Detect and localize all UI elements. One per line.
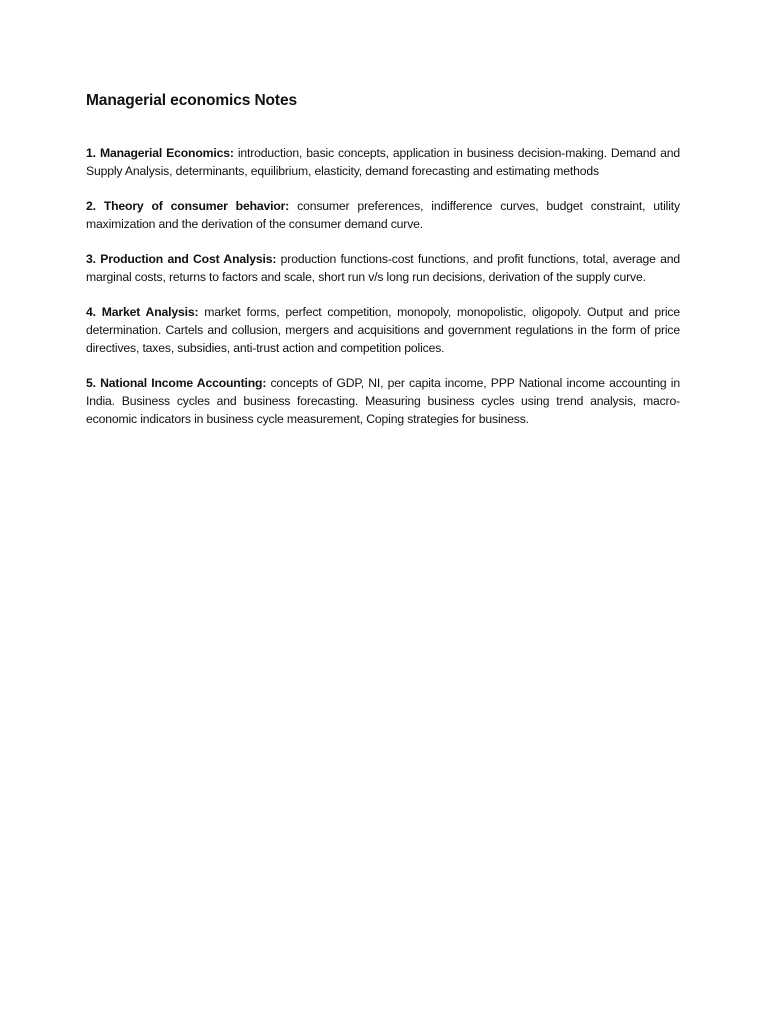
document-page [86,92,680,445]
item-number: 3. [86,252,96,266]
item-heading: Theory of consumer behavior: [103,199,290,213]
notes-item-5 [86,374,680,428]
item-number: 2. [86,199,96,213]
document-title: Managerial economics Notes [86,92,298,109]
item-number: 4. [86,305,96,319]
item-heading: National Income Accounting: [100,376,267,390]
item-body: production functions-cost functions, and profit functions, total, average and marginal costs, returns to factors and scale, short run v/s long run decisions, derivation of the supply curve. [86,252,680,284]
notes-item-4 [86,303,680,357]
item-heading: Production and Cost Analysis: [100,252,277,266]
item-heading: Market Analysis: [101,305,199,319]
item-body: market forms, perfect competition, monopoly, monopolistic, oligopoly. Output and price determination. Cartels and collusion, mergers and acquisitions and government regulations in the form of price directives, taxes, subsidies, anti-trust action and competition polices. [86,305,680,355]
item-body: introduction, basic concepts, application in business decision-making. Demand and Supply Analysis, determinants, equilibrium, elasticity, demand forecasting and estimating methods [86,146,680,178]
item-heading: Managerial Economics: [99,146,234,160]
item-body: concepts of GDP, NI, per capita income, PPP National income accounting in India. Business cycles and business forecasting. Measuring business cycles using trend analysis, macro-economic indicators in business cycle measurement, Coping strategies for business. [86,376,680,426]
item-number: 1. [86,146,96,160]
notes-item-3 [86,250,680,286]
notes-item-2 [86,197,680,233]
notes-item-1 [86,144,680,180]
item-body: consumer preferences, indifference curves, budget constraint, utility maximization and the derivation of the consumer demand curve. [86,199,680,231]
item-number: 5. [86,376,96,390]
